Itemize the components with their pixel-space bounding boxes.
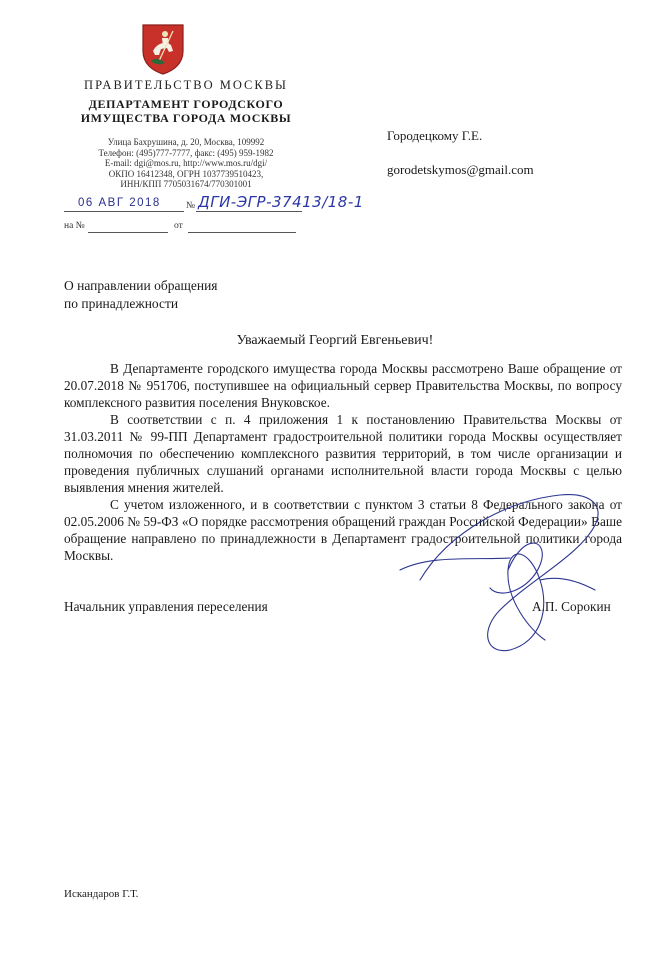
department-line-1: ДЕПАРТАМЕНТ ГОРОДСКОГО [88,97,284,111]
signer-title: Начальник управления переселения [64,599,268,614]
subject-line-1: О направлении обращения [64,278,218,293]
contact-details [72,137,300,190]
moscow-coat-of-arms-icon [139,21,187,75]
from-label: от [174,221,183,231]
number-label: № [186,201,196,211]
registration-date: 06 АВГ 2018 [78,197,161,209]
contact-inn: ИНН/КПП 7705031674/770301001 [120,179,252,190]
subject-line-2: по принадлежности [64,296,179,311]
number-underline [196,211,302,212]
department-line-2: ИМУЩЕСТВА ГОРОДА МОСКВЫ [80,111,292,125]
contact-okpo: ОКПО 16412348, ОГРН 1037739510423, [108,168,264,179]
contact-address: Улица Бахрушина, д. 20, Москва, 109992 [107,137,265,147]
contact-phone: Телефон: (495)777-7777, факс: (495) 959-1982 [98,147,274,158]
from-underline [188,232,296,233]
ref-label: на № [64,221,85,231]
registration-number: ДГИ-ЭГР-37413/18-1 [198,193,364,211]
department-name [72,97,300,125]
ref-underline [88,232,168,233]
paragraph-1: В Департаменте городского имущества города Москвы рассмотрено Ваше обращение от 20.07.2018 № 951706, поступившее на официальный сервер Правительства Москвы, по вопросу комплексного развития поселения Внуковское. [64,361,622,410]
letter-body [64,360,622,564]
signer-name: А.П. Сорокин [532,599,611,614]
recipient-email: gorodetskymos@gmail.com [387,162,534,177]
executor-name: Искандаров Г.Т. [64,888,139,900]
paragraph-2: В соответствии с п. 4 приложения 1 к постановлению Правительства Москвы от 31.03.2011 № 99-ПП Департамент градостроительной политики города Москвы осуществляет полномочия по обеспечению комплексного развития территорий, в том числе организации и проведения публичных слушаний органами исполнительной власти города Москвы с целью выявления мнения жителей. [64,412,622,495]
paragraph-3: С учетом изложенного, и в соответствии с пунктом 3 статьи 8 Федерального закона от 02.05.2006 № 59-ФЗ «О порядке рассмотрения обращений граждан Российской Федерации» Ваше обращение направлено по принадлежности в Департамент градостроительной политики города Москвы. [64,497,622,563]
date-underline [64,211,184,212]
recipient-name: Городецкому Г.Е. [387,128,483,143]
government-name: ПРАВИТЕЛЬСТВО МОСКВЫ [84,78,288,92]
salutation: Уважаемый Георгий Евгеньевич! [236,333,434,348]
letter-subject [64,277,218,313]
contact-email: E-mail: dgi@mos.ru, http://www.mos.ru/dgi/ [104,158,268,169]
